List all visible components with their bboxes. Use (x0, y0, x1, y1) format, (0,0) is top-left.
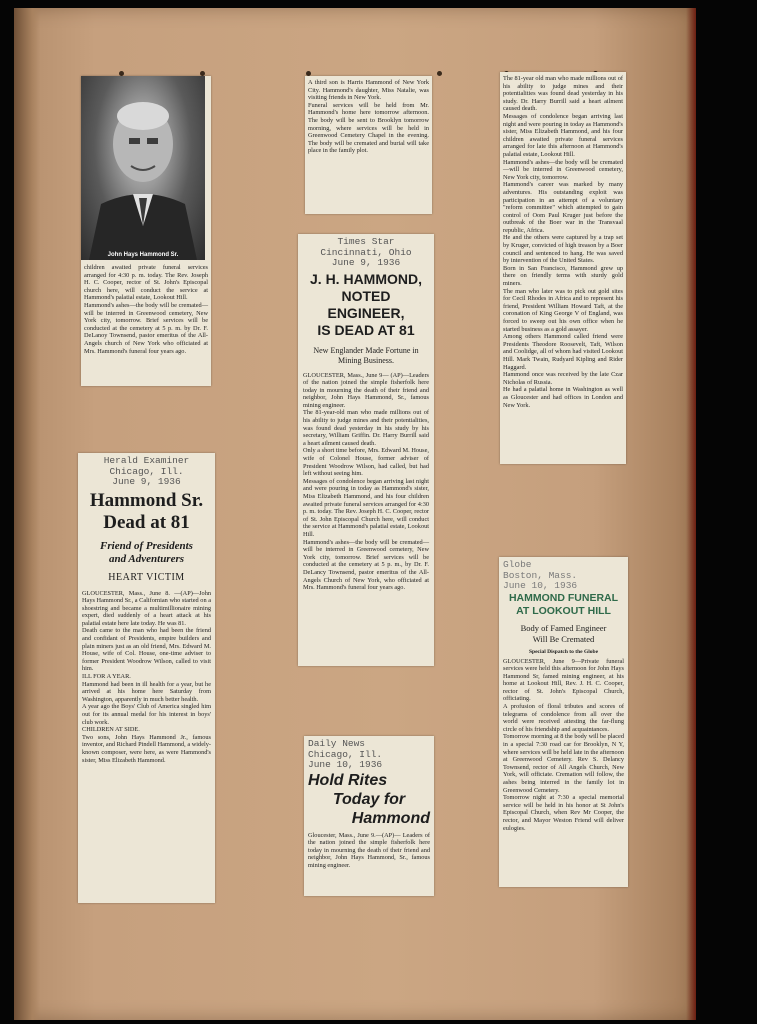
headline: Hammond (351, 809, 430, 827)
portrait-silhouette-icon (81, 76, 205, 260)
clipping-times-star (298, 234, 434, 666)
headline: Today for (332, 790, 406, 808)
headline: Hammond Sr. (89, 489, 204, 511)
subhead: and Adventurers (108, 552, 185, 565)
headline: NOTED ENGINEER, (327, 287, 405, 321)
headline: J. H. HAMMOND, (310, 270, 422, 287)
clipping-daily-news (304, 736, 434, 896)
headline: HAMMOND FUNERAL (508, 591, 619, 604)
subhead: Will Be Cremated (532, 633, 595, 644)
page-binding (14, 8, 40, 1020)
article-text: A third son is Harris Hammond of New York City. Hammond's daughter, Miss Natalie, was visiting friends in New York. Funeral services will be held from Mr. Hammond's home here tomorrow afternoon. The body will be sent to Brooklyn tomorrow morning, where services will be held in Greenwood Cemetery Chapel in the evening. The body will be cremated and burial will take place in the family plot. (308, 79, 429, 155)
subhead: Body of Famed Engineer (520, 622, 607, 633)
photo-caption: John Hays Hammond Sr. (107, 252, 179, 258)
article-text: children awaited private funeral services arranged for 4:30 p. m. today. The Rev. Joseph H. C. Cooper, rector of St. John's Episcopal church here, will conduct the service at Hammond's palatial estate, Lookout Hill. Hammond's ashes—the body will be cremated—will be interred in Greenwood cemetery, New York city, tomorrow. Brief services will be conducted at the cemetery at 5 p. m. by Dr. F. DeLanoy Townsend, pastor emeritus of the All-Angels church of New York who officiated at Mrs. Hammond's funeral four years ago. (84, 264, 208, 355)
clipping-photo-obituary (81, 76, 211, 386)
article-text: GLOUCESTER, Mass., June 9— (AP)—Leaders of the nation joined the simple fisherfolk here today in mourning the death of their friend and neighbor, John Hays Hammond, Sr., famous mining engineer. The 81-year-old man who made millions out of his ability to judge mines and their potentialities, was found dead yesterday in his study by his secretary, William Griffin. Dr. Harry Burrill said a heart ailment caused death. Only a short time before, Mrs. Edward M. House, wife of Colonel House, former adviser of President Woodrow Wilson, had called, but had left without seeing him. Messages of condolence began arriving last night and were pouring in today as Hammond's sister, Miss Elizabeth Hammond, and his four children awaited private funeral services arranged for 4:30 p. m. today. The Rev. Joseph H. C. Cooper, rector of St. John Episcopal Church here, will conduct the service at Hammond's palatial estate, Lookout Hill. Hammond's ashes—the body will be cremated—will be interred in Greenwood cemetery, New York city, tomorrow. Brief services will be conducted at the cemetery at 5 p. m., by Dr. F. DeLancy Townsend, pastor emeritus of the All-Angels Church of New York, who officiated at Mrs. Hammond's funeral four years ago. (303, 371, 429, 592)
subhead: New Englander Made Fortune in Mining Business. (313, 345, 419, 365)
cover-edge (686, 8, 696, 1020)
article-text: The 81-year old man who made millions out of his ability to judge mines and their potentialities was found dead yesterday in his study. Dr. Harry Burrill said a heart ailment caused death. Messages of condolence began arriving last night and were pouring in today as Hammond's sister, Miss Elizabeth Hammond, and his four children awaited private funeral services arranged for late this afternoon at Hammond's palatial estate, Lookout Hill. Hammond's ashes—the body will be cremated—will be interred in Greenwood cemetery, New York city, tomorrow. Hammond's career was marked by many adventures. His outstanding exploit was participation in an attempt of a voluntary "reform committee" which attempted to gain control of Oom Paul Kruger just before the outbreak of the Boer war in the Transvaal republic, Africa. He and the others were captured by a trap set by Kruger, convicted of high treason by a Boer council and sentenced to hang. He was saved by intervention of the United States. Born in San Francisco, Hammond grew up there on friendly terms with sturdy gold miners. The man who later was to pick out gold sites for Cecil Rhodes in Africa and to represent his friend, President William Howard Taft, at the coronation of King George V of England, was forced to sweep out his own office when he started business as a gold assayer. Among others Hammond called friend were Presidents Theodore Roosevelt, Taft, Wilson and Coolidge, all of whom had visited Lookout Hill. Mark Twain, Rudyard Kipling and Rider Haggard. Hammond once was received by the late Czar Nicholas of Russia. He had a palatial home in Washington as well as Gloucester and had offices in London and New York. (503, 75, 623, 409)
portrait-photo (81, 76, 205, 260)
article-text: GLOUCESTER, Mass., June 8. —(AP)—John Hays Hammond Sr., a Californian who started on a shoestring and became a multimillionaire mining expert, died suddenly of a heart attack at his palatial estate here late today. He was 81. Death came to the man who had been the friend and confidant of Presidents, empire builders and plain miners just as an old friend, Mrs. Edward M. House, wife of Col. House, one-time adviser to former President Woodrow Wilson, called to visit him. ILL FOR A YEAR. Hammond had been in ill health for a year, but he arrived at his home here Saturday from Washington, apparently in much better health. A year ago the Boys' Club of America singled him out for its annual medal for his interest in boys' club work. CHILDREN AT SIDE. Two sons, John Hays Hammond Jr., famous inventor, and Richard Pindell Hammond, a widely-known composer, were here, as were Hammond's sister, Miss Elizabeth Hammond. (82, 589, 211, 764)
pin-hole (437, 71, 442, 76)
clipping-funeral-fragment (305, 76, 432, 214)
source-stamp: Daily News Chicago, Ill. June 10, 1936 (308, 738, 383, 770)
article-text: Gloucester, Mass., June 9.—(AP)— Leaders of the nation joined the simple fisherfolk here today in mourning the death of their friend and neighbor, John Hays Hammond, Sr., famous mining engineer. (308, 831, 430, 869)
dispatch-line: Special Dispatch to the Globe (528, 648, 599, 655)
headline: IS DEAD AT 81 (317, 321, 415, 338)
clipping-herald-examiner (78, 453, 215, 903)
clipping-boston-globe (499, 557, 628, 887)
headline: Hold Rites (308, 771, 388, 789)
headline: AT LOOKOUT HILL (516, 604, 611, 617)
subhead: Friend of Presidents (100, 539, 193, 552)
kicker: HEART VICTIM (108, 571, 185, 583)
source-stamp: Times Star Cincinnati, Ohio June 9, 1936 (320, 236, 412, 268)
source-stamp: Globe Boston, Mass. June 10, 1936 (503, 559, 578, 591)
headline: Dead at 81 (103, 511, 190, 533)
clipping-career-article (500, 72, 626, 464)
article-text: GLOUCESTER, June 9—Private funeral services were held this afternoon for John Hays Hammond Sr, famed mining engineer, at his home at Lookout Hill, Rev. J. H. C. Cooper, rector of St. John's Episcopal Church, officiating. A profusion of floral tributes and scores of telegrams of condolence from all over the world were received attesting the far-flung circle of his friendship and acquaintances. Tomorrow morning at 8 the body will be placed in a special 7:30 road car for Brooklyn, N Y, where services will be held late in the afternoon at Greenwood Cemetery. Rev S. Delancy Townsend, rector of All Angels Church, New York, will officiate. Cremation will follow, the ashes being interred in the family lot in Greenwood Cemetery. Tomorrow night at 7:30 a special memorial service will be held in his honor at St John's Episcopal Church, when Rev Mr Cooper, the rector, and Mayor Weston Friend will deliver eulogies. (503, 657, 624, 832)
source-stamp: Herald Examiner Chicago, Ill. June 9, 1936 (103, 455, 190, 487)
